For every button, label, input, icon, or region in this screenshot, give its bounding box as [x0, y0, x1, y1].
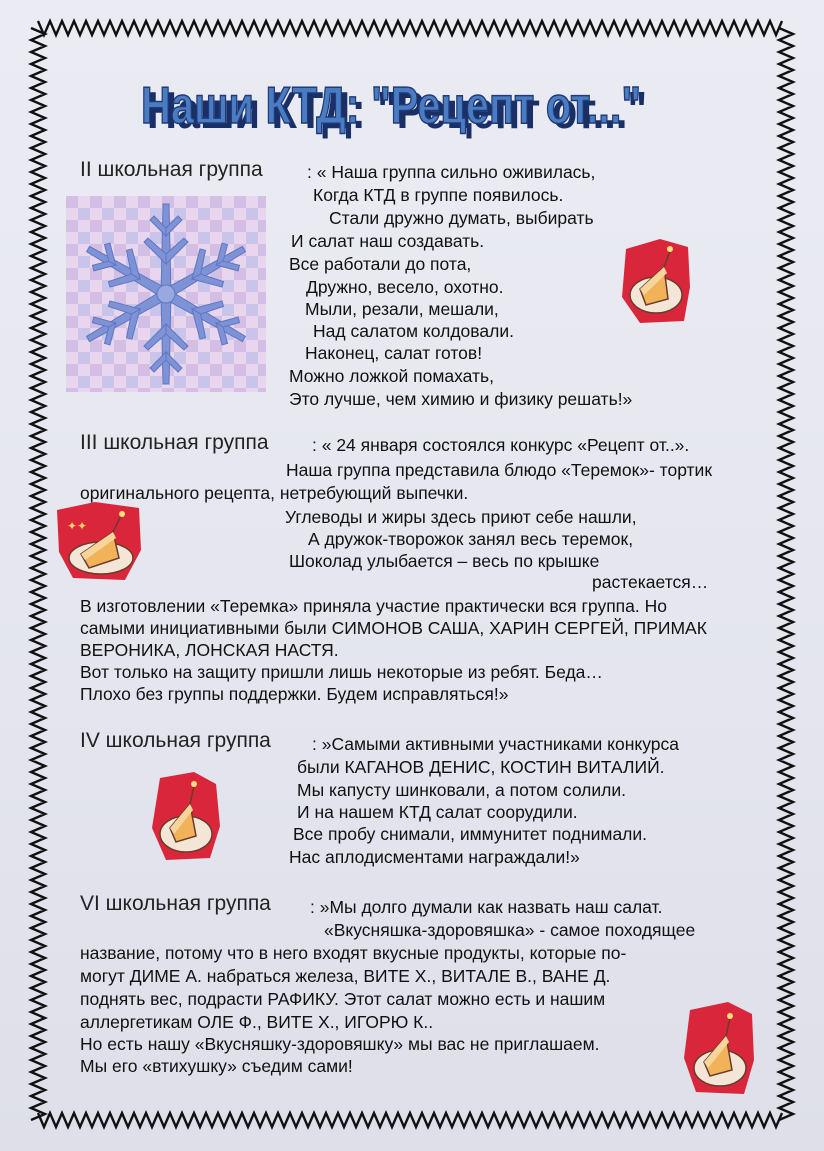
text-line: могут ДИМЕ А. набраться железа, ВИТЕ Х., ВИТАЛЕ В., ВАНЕ Д. [80, 966, 611, 986]
text-line: : »Самыми активными участниками конкурса [312, 734, 680, 754]
poem-line: И на нашем КТД салат соорудили. [297, 802, 578, 822]
border-zigzag-line [38, 1113, 782, 1127]
poem-line: Все пробу снимали, иммунитет поднимали. [293, 824, 648, 844]
poem-line: Стали дружно думать, выбирать [329, 208, 594, 228]
border-zigzag-line [31, 28, 45, 1120]
text-line: «Вкусняшка-здоровяшка» - самое походящее [324, 920, 696, 940]
poem-line: Мы капусту шинковали, а потом солили. [297, 780, 626, 800]
section-heading-group-2: II школьная группа [80, 158, 263, 181]
cake-icon [150, 770, 222, 862]
text-line: поднять вес, подрасти РАФИКУ. Этот салат можно есть и нашим [80, 989, 606, 1009]
svg-text:✦✦: ✦✦ [67, 519, 88, 533]
poem-line: И салат наш создавать. [291, 231, 485, 251]
poem-line: Нас аплодисментами награждали!» [289, 847, 580, 867]
poem-line: Когда КТД в группе появилось. [313, 185, 564, 205]
text-line: ВЕРОНИКА, ЛОНСКАЯ НАСТЯ. [80, 640, 339, 660]
poem-line: Над салатом колдовали. [313, 321, 514, 341]
text-line: название, потому что в него входят вкусные продукты, которые по- [80, 943, 627, 963]
section-heading-group-4: IV школьная группа [80, 729, 271, 752]
section-heading-group-3: III школьная группа [80, 431, 269, 454]
section-heading-group-6: VI школьная группа [80, 892, 271, 915]
cake-icon [620, 237, 692, 325]
text-line: Наша группа представила блюдо «Теремок»- тортик [286, 460, 712, 480]
poem-line: Все работали до пота, [289, 254, 472, 274]
border-zigzag-line [38, 21, 782, 35]
text-line: были КАГАНОВ ДЕНИС, КОСТИН ВИТАЛИЙ. [297, 757, 665, 777]
text-line: Но есть нашу «Вкусняшку-здоровяшку» мы вас не приглашаем. [80, 1034, 600, 1054]
page-title [135, 68, 655, 148]
poem-line: А дружок-творожок занял весь теремок, [308, 529, 634, 549]
poem-line: Дружно, весело, охотно. [306, 277, 504, 297]
text-line: Вот только на защиту пришли лишь некоторые из ребят. Беда… [80, 662, 603, 682]
poem-line: растекается… [592, 572, 709, 592]
poem-line: : « Наша группа сильно оживилась, [307, 162, 596, 182]
poem-line: Шоколад улыбается – весь по крышке [289, 551, 600, 571]
text-line: Мы его «втихушку» съедим сами! [80, 1056, 353, 1076]
cake-icon [55, 500, 143, 582]
poem-line: Углеводы и жиры здесь приют себе нашли, [285, 507, 637, 527]
poem-line: Наконец, салат готов! [305, 343, 483, 363]
poem-line: Это лучше, чем химию и физику решать!» [289, 389, 633, 409]
poem-line: Можно ложкой помахать, [289, 366, 495, 386]
page-title-shadow: Наши КТД: "Рецепт от..." [147, 82, 647, 140]
poem-line: Мыли, резали, мешали, [305, 299, 499, 319]
text-line: : »Мы долго думали как назвать наш салат. [310, 897, 663, 917]
page-title-text: Наши КТД: "Рецепт от..." [141, 77, 641, 135]
text-line: самыми инициативными были СИМОНОВ САША, ХАРИН СЕРГЕЙ, ПРИМАК [80, 618, 707, 638]
text-line: В изготовлении «Теремка» приняла участие практически вся группа. Но [80, 596, 667, 616]
cake-icon [682, 1000, 756, 1096]
text-line: Плохо без группы поддержки. Будем исправляться!» [80, 684, 509, 704]
text-line: : « 24 января состоялся конкурс «Рецепт от..». [312, 435, 690, 455]
border-zigzag-line [779, 28, 793, 1120]
text-line: аллергетикам ОЛЕ Ф., ВИТЕ Х., ИГОРЮ К.. [80, 1012, 434, 1032]
snowflake-image [66, 196, 266, 392]
text-line: оригинального рецепта, нетребующий выпечки. [80, 483, 469, 503]
